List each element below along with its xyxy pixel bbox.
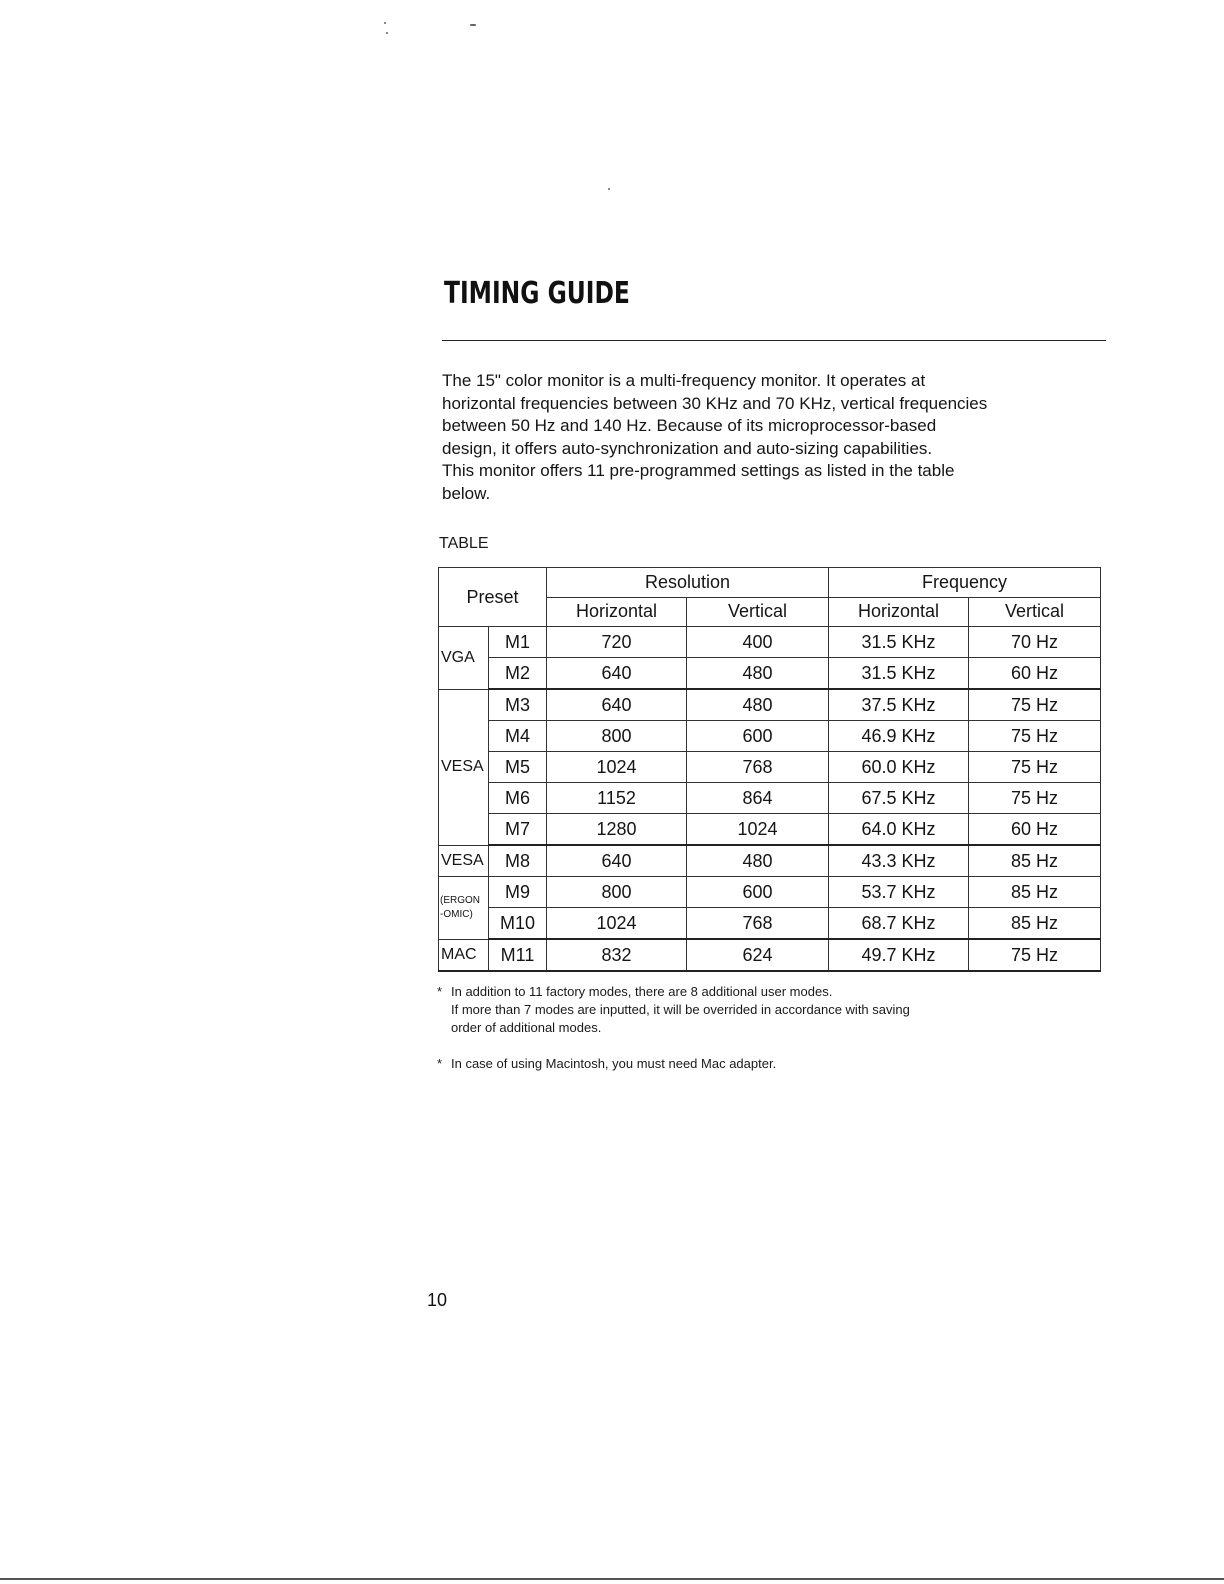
bullet-icon: * — [437, 984, 443, 999]
res-h-cell: 800 — [547, 721, 687, 752]
res-v-cell: 600 — [687, 721, 829, 752]
table-row — [439, 877, 1101, 908]
mode-cell: M3 — [489, 689, 547, 721]
footnote-user-modes — [437, 983, 1097, 1037]
mode-cell: M5 — [489, 752, 547, 783]
res-h-cell: 640 — [547, 689, 687, 721]
res-h-cell: 640 — [547, 658, 687, 690]
intro-line: design, it offers auto-synchronization and auto-sizing capabilities. — [442, 438, 933, 458]
header-res-vertical: Vertical — [687, 597, 829, 627]
res-v-cell: 400 — [687, 627, 829, 658]
group-label-ergonomic-line: -OMIC) — [440, 908, 473, 920]
title-divider — [442, 340, 1106, 341]
mode-cell: M10 — [489, 908, 547, 940]
header-freq-horizontal: Horizontal — [829, 597, 969, 627]
intro-line: between 50 Hz and 140 Hz. Because of its microprocessor-based — [442, 416, 937, 435]
footnote-text: order of additional modes. — [451, 1020, 602, 1035]
footnote-mac-adapter — [437, 1055, 1097, 1073]
res-v-cell: 624 — [687, 939, 829, 971]
res-v-cell: 600 — [687, 877, 829, 908]
footnote-text: In addition to 11 factory modes, there are 8 additional user modes. — [451, 984, 833, 999]
mode-cell: M2 — [489, 658, 547, 690]
res-h-cell: 1024 — [547, 752, 687, 783]
footnotes — [437, 983, 1097, 1091]
res-v-cell: 480 — [687, 658, 829, 690]
res-v-cell: 480 — [687, 689, 829, 721]
table-row — [439, 783, 1101, 814]
scan-bottom-edge — [0, 1578, 1224, 1580]
freq-v-cell: 70 Hz — [969, 627, 1101, 658]
mode-cell: M7 — [489, 814, 547, 846]
scan-speck — [386, 32, 388, 34]
res-h-cell: 832 — [547, 939, 687, 971]
scan-speck — [608, 188, 610, 190]
page-title: TIMING GUIDE — [444, 276, 630, 311]
table-row — [439, 627, 1101, 658]
table-row — [439, 658, 1101, 690]
group-label-mac: MAC — [439, 939, 489, 971]
freq-h-cell: 64.0 KHz — [829, 814, 969, 846]
freq-v-cell: 75 Hz — [969, 939, 1101, 971]
mode-cell: M4 — [489, 721, 547, 752]
intro-paragraph — [442, 370, 1102, 505]
header-frequency: Frequency — [829, 568, 1101, 598]
freq-h-cell: 31.5 KHz — [829, 627, 969, 658]
mode-cell: M1 — [489, 627, 547, 658]
freq-h-cell: 68.7 KHz — [829, 908, 969, 940]
intro-line: This monitor offers 11 pre-programmed settings as listed in the table — [442, 461, 955, 480]
freq-h-cell: 60.0 KHz — [829, 752, 969, 783]
freq-h-cell: 31.5 KHz — [829, 658, 969, 690]
table-row — [439, 939, 1101, 971]
header-freq-vertical: Vertical — [969, 597, 1101, 627]
freq-v-cell: 85 Hz — [969, 845, 1101, 877]
res-v-cell: 768 — [687, 752, 829, 783]
mode-cell: M11 — [489, 939, 547, 971]
res-h-cell: 1152 — [547, 783, 687, 814]
table-row — [439, 845, 1101, 877]
intro-line: The 15" color monitor is a multi-frequency monitor. It operates at — [442, 371, 926, 390]
freq-v-cell: 85 Hz — [969, 908, 1101, 940]
res-v-cell: 768 — [687, 908, 829, 940]
table-row — [439, 752, 1101, 783]
res-v-cell: 1024 — [687, 814, 829, 846]
scan-speck — [470, 24, 476, 26]
intro-line: below. — [442, 483, 491, 503]
freq-v-cell: 85 Hz — [969, 877, 1101, 908]
table-row — [439, 908, 1101, 940]
freq-h-cell: 53.7 KHz — [829, 877, 969, 908]
table-row — [439, 689, 1101, 721]
freq-v-cell: 75 Hz — [969, 783, 1101, 814]
scan-speck — [384, 22, 386, 24]
table-row — [439, 721, 1101, 752]
group-label-vga: VGA — [439, 627, 489, 690]
res-v-cell: 480 — [687, 845, 829, 877]
freq-h-cell: 49.7 KHz — [829, 939, 969, 971]
header-resolution: Resolution — [547, 568, 829, 598]
res-h-cell: 720 — [547, 627, 687, 658]
footnote-text: If more than 7 modes are inputted, it will be overrided in accordance with saving — [451, 1002, 910, 1017]
bullet-icon: * — [437, 1056, 443, 1071]
res-h-cell: 800 — [547, 877, 687, 908]
freq-v-cell: 60 Hz — [969, 658, 1101, 690]
freq-h-cell: 46.9 KHz — [829, 721, 969, 752]
footnote-text: In case of using Macintosh, you must need Mac adapter. — [451, 1056, 777, 1071]
mode-cell: M6 — [489, 783, 547, 814]
res-v-cell: 864 — [687, 783, 829, 814]
header-preset: Preset — [439, 568, 547, 627]
res-h-cell: 1280 — [547, 814, 687, 846]
freq-v-cell: 75 Hz — [969, 752, 1101, 783]
res-h-cell: 1024 — [547, 908, 687, 940]
freq-h-cell: 43.3 KHz — [829, 845, 969, 877]
group-label-vesa: VESA — [439, 689, 489, 845]
freq-v-cell: 75 Hz — [969, 689, 1101, 721]
page-number: 10 — [427, 1290, 448, 1310]
timing-table — [438, 567, 1101, 972]
header-res-horizontal: Horizontal — [547, 597, 687, 627]
group-label-ergonomic-line: (ERGON — [440, 894, 480, 906]
freq-h-cell: 67.5 KHz — [829, 783, 969, 814]
mode-cell: M8 — [489, 845, 547, 877]
res-h-cell: 640 — [547, 845, 687, 877]
freq-v-cell: 75 Hz — [969, 721, 1101, 752]
freq-v-cell: 60 Hz — [969, 814, 1101, 846]
group-label-vesa-ergonomic: VESA — [439, 845, 489, 877]
group-label-ergonomic-sub — [439, 877, 489, 940]
mode-cell: M9 — [489, 877, 547, 908]
table-row — [439, 814, 1101, 846]
freq-h-cell: 37.5 KHz — [829, 689, 969, 721]
intro-line: horizontal frequencies between 30 KHz and 70 KHz, vertical frequencies — [442, 393, 988, 413]
table-caption: TABLE — [439, 535, 489, 552]
